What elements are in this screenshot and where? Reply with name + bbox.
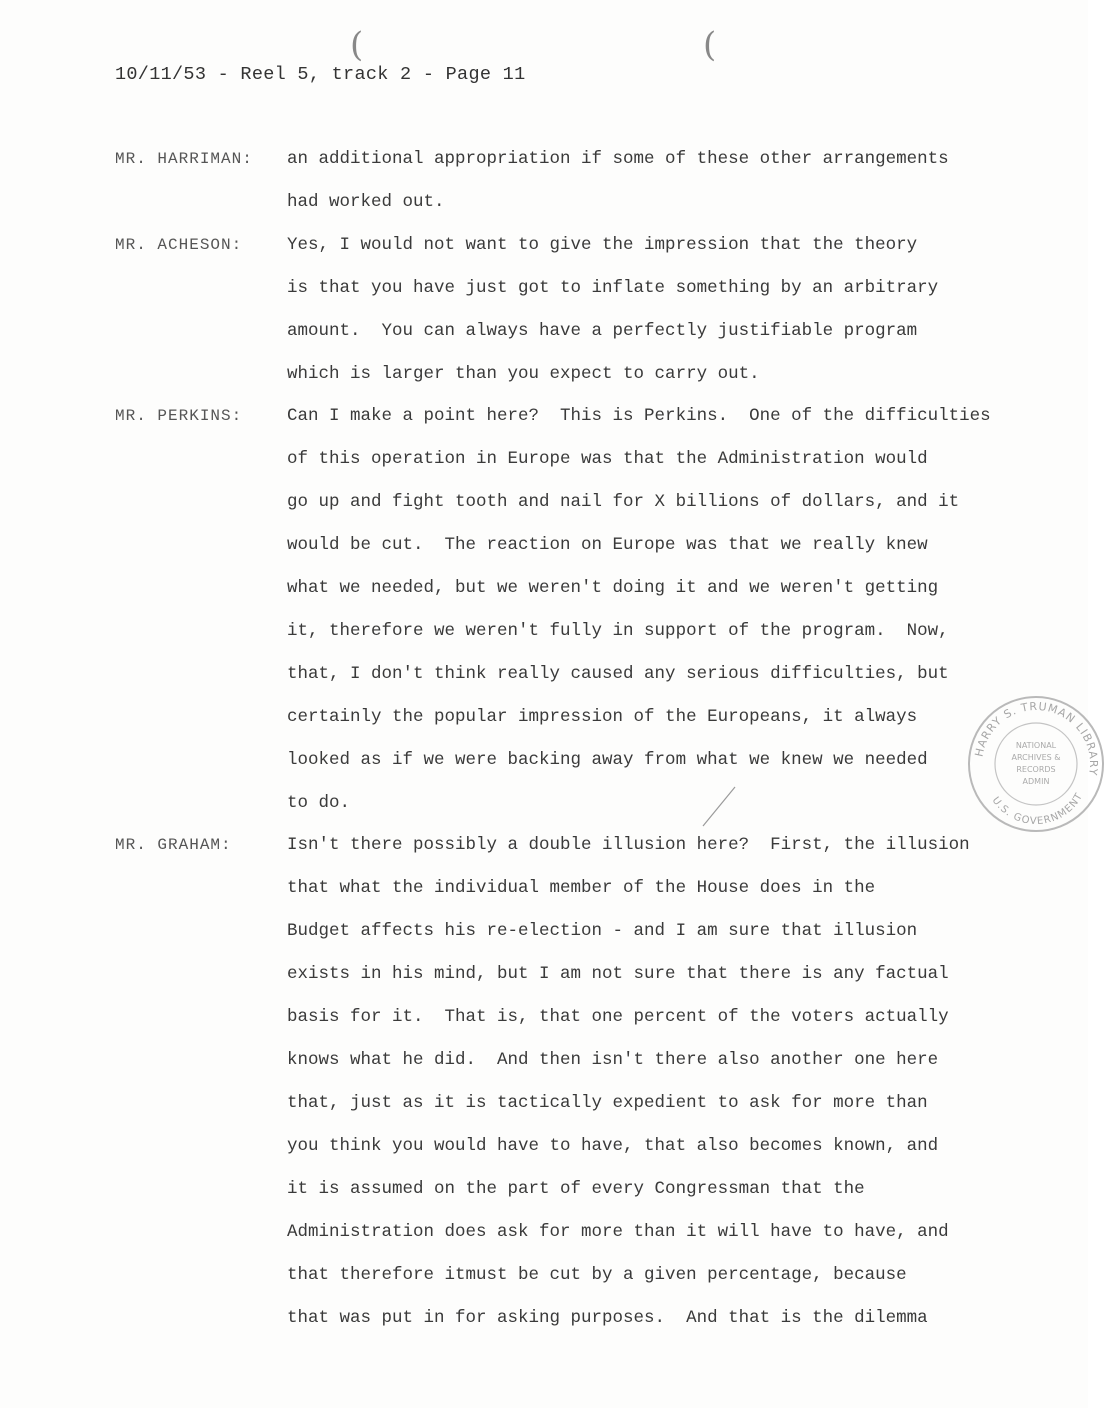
stamp-ring-text: HARRY S. TRUMAN LIBRARY <box>972 699 1101 777</box>
text-line: amount. You can always have a perfectly justifiable program <box>287 321 918 341</box>
text-line: of this operation in Europe was that the Administration would <box>287 449 928 469</box>
stamp-center-line: NATIONAL <box>1015 741 1057 750</box>
text-line: Administration does ask for more than it will have to have, and <box>287 1222 949 1242</box>
speech-paragraph <box>287 224 1017 396</box>
text-line: go up and fight tooth and nail for X billions of dollars, and it <box>287 492 960 512</box>
stamp-center-line: RECORDS <box>1016 765 1056 774</box>
text-line: what we needed, but we weren't doing it and we weren't getting <box>287 578 939 598</box>
text-line: certainly the popular impression of the Europeans, it always <box>287 707 918 727</box>
speaker-label: MR. PERKINS: <box>115 407 243 425</box>
text-line: that what the individual member of the House does in the <box>287 878 876 898</box>
text-line: basis for it. That is, that one percent of the voters actually <box>287 1007 949 1027</box>
text-line: looked as if we were backing away from what we knew we needed <box>287 750 928 770</box>
speaker-label: MR. HARRIMAN: <box>115 150 253 168</box>
text-line: it is assumed on the part of every Congressman that the <box>287 1179 865 1199</box>
text-line: that, just as it is tactically expedient to ask for more than <box>287 1093 928 1113</box>
speech-paragraph <box>287 138 1017 224</box>
text-line: it, therefore we weren't fully in support of the program. Now, <box>287 621 949 641</box>
page-header: 10/11/53 - Reel 5, track 2 - Page 11 <box>115 64 526 85</box>
text-line: had worked out. <box>287 192 445 212</box>
text-line: you think you would have to have, that also becomes known, and <box>287 1136 939 1156</box>
text-line: that was put in for asking purposes. And that is the dilemma <box>287 1308 928 1328</box>
text-line: would be cut. The reaction on Europe was that we really knew <box>287 535 928 555</box>
text-line: knows what he did. And then isn't there also another one here <box>287 1050 939 1070</box>
stamp-bottom-text: U.S. GOVERNMENT <box>989 791 1086 828</box>
text-line: Yes, I would not want to give the impression that the theory <box>287 235 918 255</box>
text-line: that, I don't think really caused any serious difficulties, but <box>287 664 949 684</box>
text-line: to do. <box>287 793 351 813</box>
text-line: Budget affects his re-election - and I am sure that illusion <box>287 921 918 941</box>
margin-parenthesis-mark: ( <box>350 25 364 65</box>
speech-paragraph <box>287 395 1017 825</box>
library-stamp <box>966 694 1106 834</box>
speech-paragraph <box>287 824 1017 1340</box>
speaker-label: MR. ACHESON: <box>115 236 243 254</box>
pencil-mark <box>695 782 745 832</box>
margin-parenthesis-mark: ( <box>703 25 717 65</box>
text-line: which is larger than you expect to carry out. <box>287 364 760 384</box>
text-line: an additional appropriation if some of these other arrangements <box>287 149 949 169</box>
stamp-center-line: ARCHIVES & <box>1011 753 1061 762</box>
text-line: exists in his mind, but I am not sure that there is any factual <box>287 964 949 984</box>
text-line: that therefore itmust be cut by a given percentage, because <box>287 1265 907 1285</box>
stamp-center-line: ADMIN <box>1022 777 1050 786</box>
text-line: is that you have just got to inflate something by an arbitrary <box>287 278 939 298</box>
text-line: Isn't there possibly a double illusion here? First, the illusion <box>287 835 970 855</box>
text-line: Can I make a point here? This is Perkins. One of the difficulties <box>287 406 991 426</box>
speaker-label: MR. GRAHAM: <box>115 836 232 854</box>
